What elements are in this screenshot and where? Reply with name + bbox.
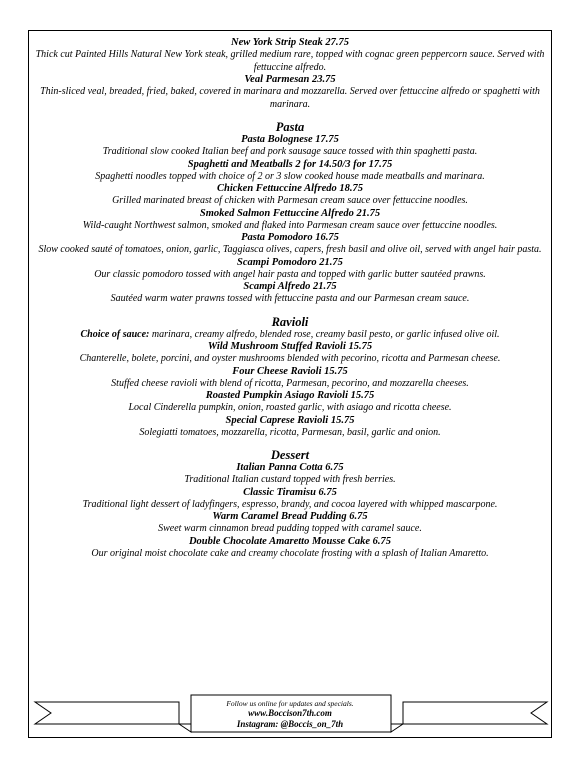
menu-item <box>29 208 551 233</box>
menu-item <box>29 415 551 440</box>
menu-item <box>29 511 551 536</box>
section-title-pasta: Pasta <box>275 120 305 134</box>
menu-item <box>29 366 551 391</box>
item-description: Sweet warm cinnamon bread pudding topped with caramel sauce. <box>158 523 422 534</box>
item-description: Chanterelle, bolete, porcini, and oyster mushrooms blended with pecorino, ricotta and Parmesan cheese. <box>79 353 501 364</box>
item-name: Roasted Pumpkin Asiago Ravioli 15.75 <box>205 390 375 401</box>
item-name: Special Caprese Ravioli 15.75 <box>225 414 355 426</box>
menu-item <box>29 390 551 415</box>
follow-note: Follow us online for updates and specials. <box>226 699 354 708</box>
item-name: Chicken Fettuccine Alfredo 18.75 <box>216 183 364 194</box>
item-description: Traditional Italian custard topped with fresh berries. <box>184 474 396 485</box>
item-name: Pasta Pomodoro 16.75 <box>241 232 339 243</box>
menu-item <box>29 159 551 184</box>
menu-item <box>29 183 551 208</box>
item-name: Double Chocolate Amaretto Mousse Cake 6.75 <box>188 535 392 547</box>
item-description: Thin-sliced veal, breaded, fried, baked, covered in marinara and mozzarella. Served over fettuccine alfredo or spaghetti with marinara. <box>40 86 540 110</box>
item-description: Grilled marinated breast of chicken with Parmesan cream sauce over fettuccine noodles. <box>112 195 468 206</box>
item-name: Veal Parmesan 23.75 <box>244 74 336 85</box>
item-description: Stuffed cheese ravioli with blend of ricotta, Parmesan, pecorino, and mozzarella cheeses. <box>111 377 469 389</box>
menu-item <box>29 257 551 282</box>
menu-item <box>29 37 551 74</box>
item-name: Classic Tiramisu 6.75 <box>243 486 337 498</box>
item-description: Local Cinderella pumpkin, onion, roasted garlic, with asiago and ricotta cheese. <box>128 402 452 413</box>
menu-item <box>29 536 551 561</box>
item-name: Four Cheese Ravioli 15.75 <box>232 365 348 377</box>
item-name: Pasta Bolognese 17.75 <box>241 134 339 145</box>
menu-content <box>29 37 551 560</box>
item-name: Warm Caramel Bread Pudding 6.75 <box>212 511 368 522</box>
menu-item <box>29 74 551 111</box>
item-description: Solegiatti tomatoes, mozzarella, ricotta, Parmesan, basil, garlic and onion. <box>139 426 441 438</box>
item-description: Wild-caught Northwest salmon, smoked and flaked into Parmesan cream sauce over fettuccine noodles. <box>82 219 498 231</box>
sauce-choice <box>33 329 547 342</box>
item-description: Our original moist chocolate cake and creamy chocolate frosting with a splash of Italian Amaretto. <box>91 547 489 559</box>
menu-frame <box>28 30 552 738</box>
item-name: Scampi Alfredo 21.75 <box>243 281 337 292</box>
item-description: Slow cooked sauté of tomatoes, onion, garlic, Taggiasca olives, capers, fresh basil and olive oil, served with angel hair pasta. <box>38 244 542 255</box>
menu-item <box>29 462 551 487</box>
menu-item <box>29 232 551 257</box>
item-name: New York Strip Steak 27.75 <box>231 37 349 48</box>
item-description: Sautéed warm water prawns tossed with fettuccine pasta and our Parmesan cream sauce. <box>110 293 470 304</box>
instagram-handle[interactable]: Instagram: @Boccis_on_7th <box>236 719 344 729</box>
section-title-ravioli: Ravioli <box>271 314 309 329</box>
item-description: Thick cut Painted Hills Natural New York steak, grilled medium rare, topped with cognac green peppercorn sauce. Served with fettuccine alfredo. <box>35 49 545 73</box>
menu-item <box>29 341 551 366</box>
item-description: Spaghetti noodles topped with choice of 2 or 3 slow cooked house made meatballs and marinara. <box>95 170 485 182</box>
item-name: Wild Mushroom Stuffed Ravioli 15.75 <box>207 341 373 352</box>
item-description: Traditional light dessert of ladyfingers, espresso, brandy, and cocoa layered with whipped mascarpone. <box>82 498 498 510</box>
item-description: Traditional slow cooked Italian beef and pork sausage sauce tossed with thin spaghetti pasta. <box>102 146 478 157</box>
sauce-choice-label: Choice of sauce: <box>80 328 150 340</box>
section-title-dessert: Dessert <box>270 448 310 462</box>
item-name: Scampi Pomodoro 21.75 <box>237 256 343 268</box>
menu-item <box>29 487 551 512</box>
website-link[interactable]: www.Boccison7th.com <box>248 708 332 718</box>
item-name: Spaghetti and Meatballs 2 for 14.50/3 for 17.75 <box>187 158 393 170</box>
menu-item <box>29 134 551 159</box>
item-name: Smoked Salmon Fettuccine Alfredo 21.75 <box>199 207 381 219</box>
sauce-choice-text: marinara, creamy alfredo, blended rose, creamy basil pesto, or garlic infused olive oil. <box>149 328 500 340</box>
item-name: Italian Panna Cotta 6.75 <box>236 462 344 473</box>
item-description: Our classic pomodoro tossed with angel hair pasta and topped with garlic butter sautéed prawns. <box>94 268 486 280</box>
footer-text <box>29 699 551 730</box>
menu-item <box>29 281 551 306</box>
